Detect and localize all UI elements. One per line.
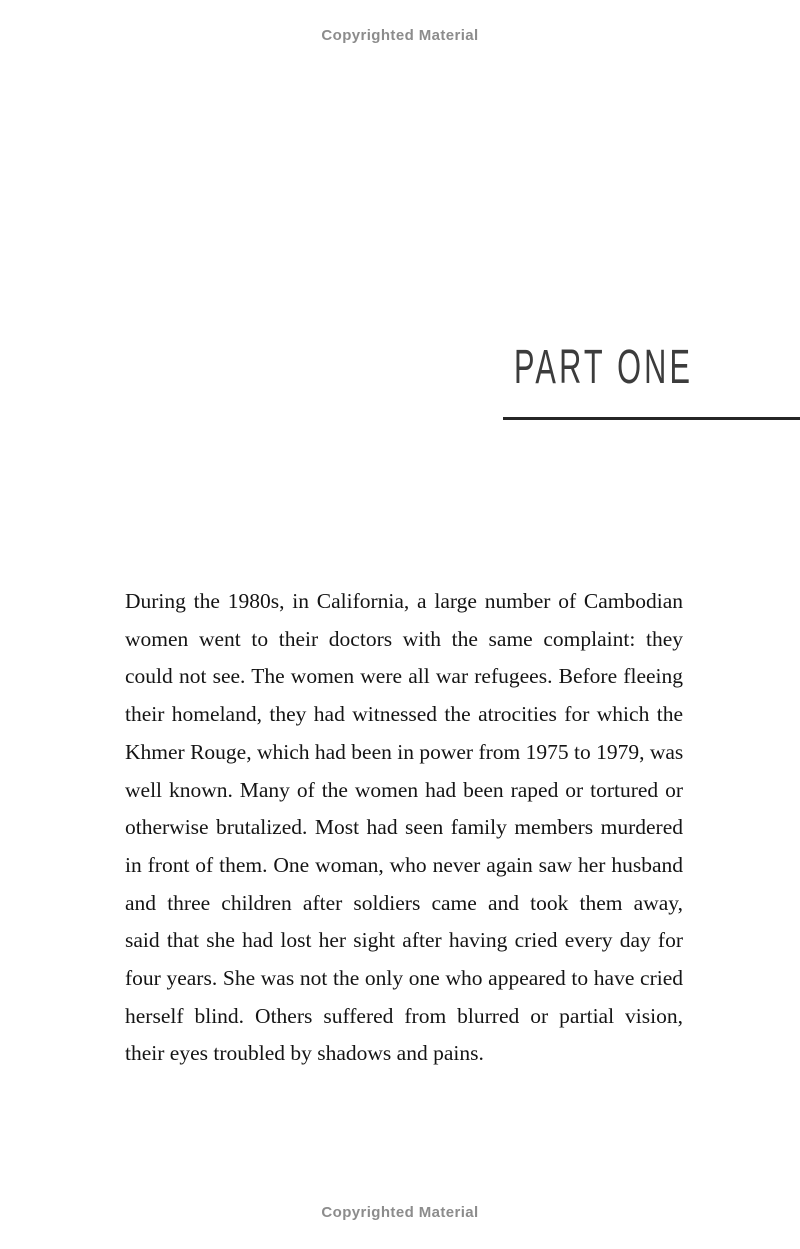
paragraph-line: said that she had lost her sight after having cried every day for	[125, 928, 683, 953]
paragraph-line: their homeland, they had witnessed the atrocities for which the	[125, 702, 683, 727]
paragraph-line: in front of them. One woman, who never again saw her husband	[125, 852, 683, 877]
section-divider-line	[503, 417, 800, 420]
paragraph-line: and three children after soldiers came and took them away,	[125, 890, 683, 915]
paragraph-line: herself blind. Others suffered from blurred or partial vision,	[125, 1003, 683, 1028]
paragraph-line: their eyes troubled by shadows and pains.	[125, 1041, 484, 1066]
paragraph-line: women went to their doctors with the same complaint: they	[125, 626, 683, 651]
paragraph-line: otherwise brutalized. Most had seen family members murdered	[125, 815, 683, 840]
paragraph-line: During the 1980s, in California, a large number of Cambodian	[125, 589, 683, 613]
part-title: PART ONE	[514, 341, 694, 394]
body-paragraph	[125, 583, 683, 1073]
paragraph-line: four years. She was not the only one who appeared to have cried	[125, 966, 683, 991]
copyright-notice-bottom: Copyrighted Material	[321, 1204, 479, 1221]
paragraph-line: well known. Many of the women had been raped or tortured or	[125, 777, 683, 802]
paragraph-line: Khmer Rouge, which had been in power from 1975 to 1979, was	[125, 739, 684, 764]
copyright-notice-top: Copyrighted Material	[321, 27, 479, 44]
paragraph-line: could not see. The women were all war refugees. Before fleeing	[125, 664, 683, 689]
